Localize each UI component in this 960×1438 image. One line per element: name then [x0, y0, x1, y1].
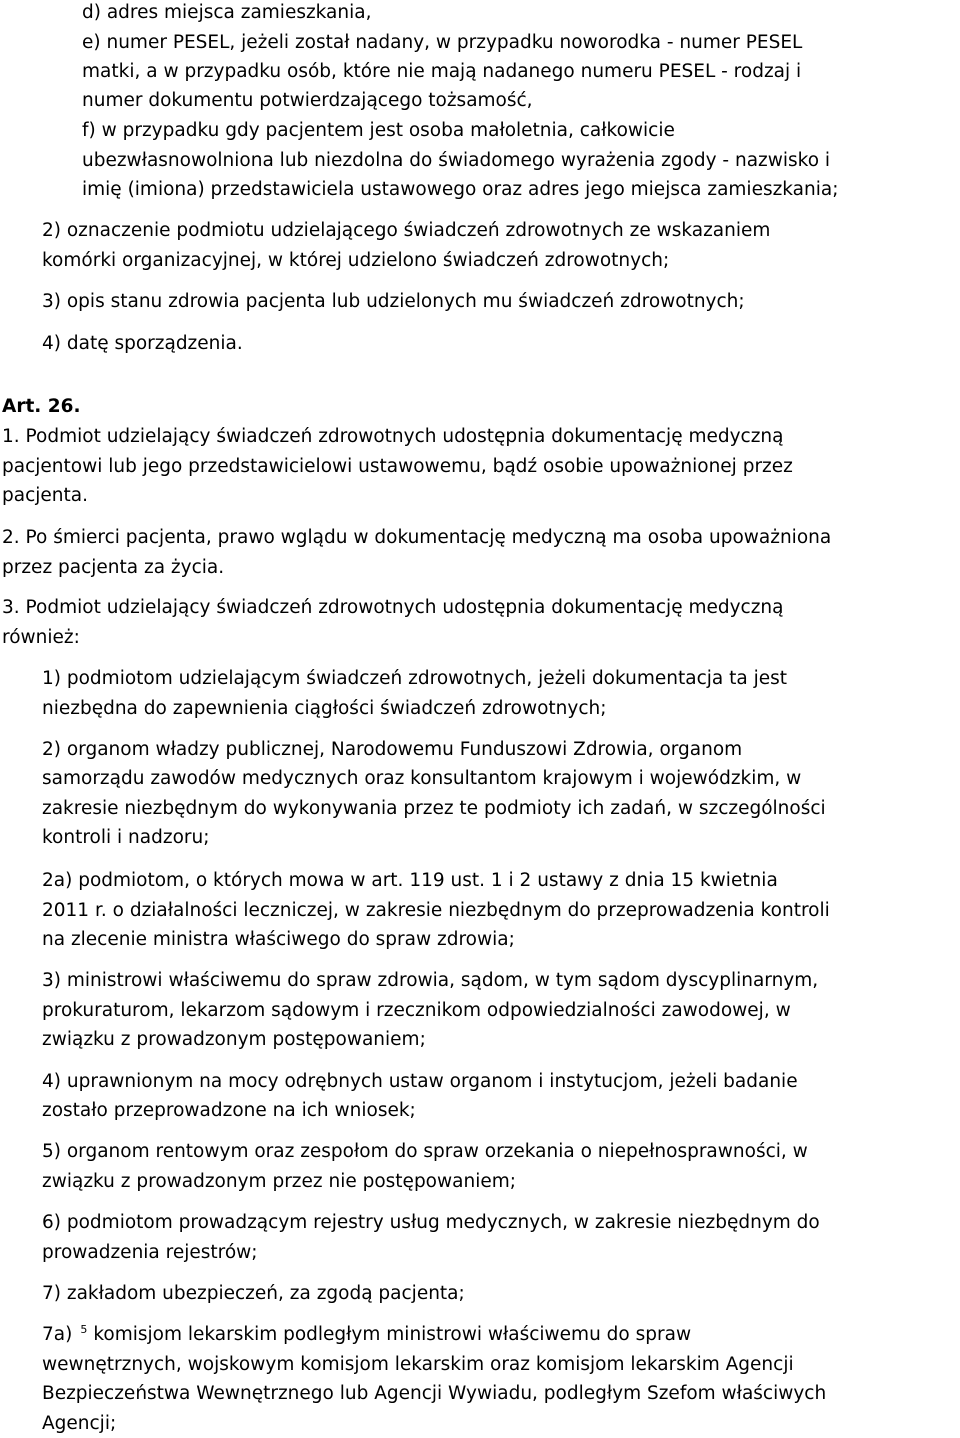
paragraph-2-line-2: przez pacjenta za życia.	[2, 557, 225, 578]
list-item-e-line-2: matki, a w przypadku osób, które nie mają nadanego numeru PESEL - rodzaj i	[82, 61, 802, 82]
item-2-line-2: komórki organizacyjnej, w której udzielono świadczeń zdrowotnych;	[42, 250, 670, 271]
paragraph-1-line-1: 1. Podmiot udzielający świadczeń zdrowotnych udostępnia dokumentację medyczną	[2, 426, 784, 447]
paragraph-3-item-2a-line-1: 2a) podmiotom, o których mowa w art. 119 ust. 1 i 2 ustawy z dnia 15 kwietnia	[42, 870, 778, 891]
item-3: 3) opis stanu zdrowia pacjenta lub udzielonych mu świadczeń zdrowotnych;	[42, 291, 745, 312]
paragraph-1-line-2: pacjentowi lub jego przedstawicielowi ustawowemu, bądź osobie upoważnionej przez	[2, 456, 793, 477]
paragraph-3-item-7a-line-2: wewnętrznych, wojskowym komisjom lekarskim oraz komisjom lekarskim Agencji	[42, 1354, 794, 1375]
item-4: 4) datę sporządzenia.	[42, 333, 243, 354]
paragraph-3-item-3-line-3: związku z prowadzonym postępowaniem;	[42, 1029, 426, 1050]
paragraph-3-line-1: 3. Podmiot udzielający świadczeń zdrowotnych udostępnia dokumentację medyczną	[2, 597, 784, 618]
paragraph-3-item-1-line-1: 1) podmiotom udzielającym świadczeń zdrowotnych, jeżeli dokumentacja ta jest	[42, 668, 788, 689]
footnote-ref-5: 5	[80, 1323, 88, 1336]
list-item-e-line-3: numer dokumentu potwierdzającego tożsamość,	[82, 90, 533, 111]
paragraph-3-item-3-line-1: 3) ministrowi właściwemu do spraw zdrowia, sądom, w tym sądom dyscyplinarnym,	[42, 970, 819, 991]
paragraph-3-item-5-line-2: związku z prowadzonym przez nie postępowaniem;	[42, 1171, 516, 1192]
paragraph-3-item-6-line-1: 6) podmiotom prowadzącym rejestry usług medycznych, w zakresie niezbędnym do	[42, 1212, 820, 1233]
paragraph-1-line-3: pacjenta.	[2, 485, 88, 506]
paragraph-3-item-4-line-1: 4) uprawnionym na mocy odrębnych ustaw organom i instytucjom, jeżeli badanie	[42, 1071, 798, 1092]
list-item-f-line-1: f) w przypadku gdy pacjentem jest osoba małoletnia, całkowicie	[82, 120, 675, 141]
paragraph-3-item-4-line-2: zostało przeprowadzone na ich wniosek;	[42, 1100, 416, 1121]
paragraph-3-item-7a-line-3: Bezpieczeństwa Wewnętrznego lub Agencji Wywiadu, podległym Szefom właściwych	[42, 1383, 827, 1404]
item-7a-label: 7a)	[42, 1324, 73, 1345]
paragraph-3-item-5-line-1: 5) organom rentowym oraz zespołom do spraw orzekania o niepełnosprawności, w	[42, 1141, 808, 1162]
paragraph-3-item-1-line-2: niezbędna do zapewnienia ciągłości świadczeń zdrowotnych;	[42, 698, 607, 719]
paragraph-3-item-2-line-3: zakresie niezbędnym do wykonywania przez te podmioty ich zadań, w szczególności	[42, 798, 826, 819]
paragraph-3-item-7: 7) zakładom ubezpieczeń, za zgodą pacjenta;	[42, 1283, 465, 1304]
item-7a-first-text: komisjom lekarskim podległym ministrowi właściwemu do spraw	[93, 1324, 692, 1345]
paragraph-3-item-7a-line-1	[42, 1324, 691, 1346]
list-item-d: d) adres miejsca zamieszkania,	[82, 2, 372, 23]
article-title: Art. 26.	[2, 396, 81, 417]
list-item-e-line-1: e) numer PESEL, jeżeli został nadany, w przypadku noworodka - numer PESEL	[82, 32, 803, 53]
paragraph-3-item-2a-line-2: 2011 r. o działalności leczniczej, w zakresie niezbędnym do przeprowadzenia kontroli	[42, 900, 830, 921]
paragraph-3-item-2a-line-3: na zlecenie ministra właściwego do spraw zdrowia;	[42, 929, 515, 950]
paragraph-3-item-2-line-4: kontroli i nadzoru;	[42, 827, 210, 848]
paragraph-3-item-6-line-2: prowadzenia rejestrów;	[42, 1242, 258, 1263]
paragraph-3-line-2: również:	[2, 627, 80, 648]
list-item-f-line-3: imię (imiona) przedstawiciela ustawowego oraz adres jego miejsca zamieszkania;	[82, 179, 839, 200]
paragraph-3-item-2-line-1: 2) organom władzy publicznej, Narodowemu Funduszowi Zdrowia, organom	[42, 739, 743, 760]
paragraph-3-item-3-line-2: prokuraturom, lekarzom sądowym i rzecznikom odpowiedzialności zawodowej, w	[42, 1000, 791, 1021]
list-item-f-line-2: ubezwłasnowolniona lub niezdolna do świadomego wyrażenia zgody - nazwisko i	[82, 150, 831, 171]
item-2-line-1: 2) oznaczenie podmiotu udzielającego świadczeń zdrowotnych ze wskazaniem	[42, 220, 771, 241]
paragraph-2-line-1: 2. Po śmierci pacjenta, prawo wglądu w dokumentację medyczną ma osoba upoważniona	[2, 527, 832, 548]
paragraph-3-item-2-line-2: samorządu zawodów medycznych oraz konsultantom krajowym i wojewódzkim, w	[42, 768, 802, 789]
paragraph-3-item-7a-line-4: Agencji;	[42, 1413, 117, 1434]
